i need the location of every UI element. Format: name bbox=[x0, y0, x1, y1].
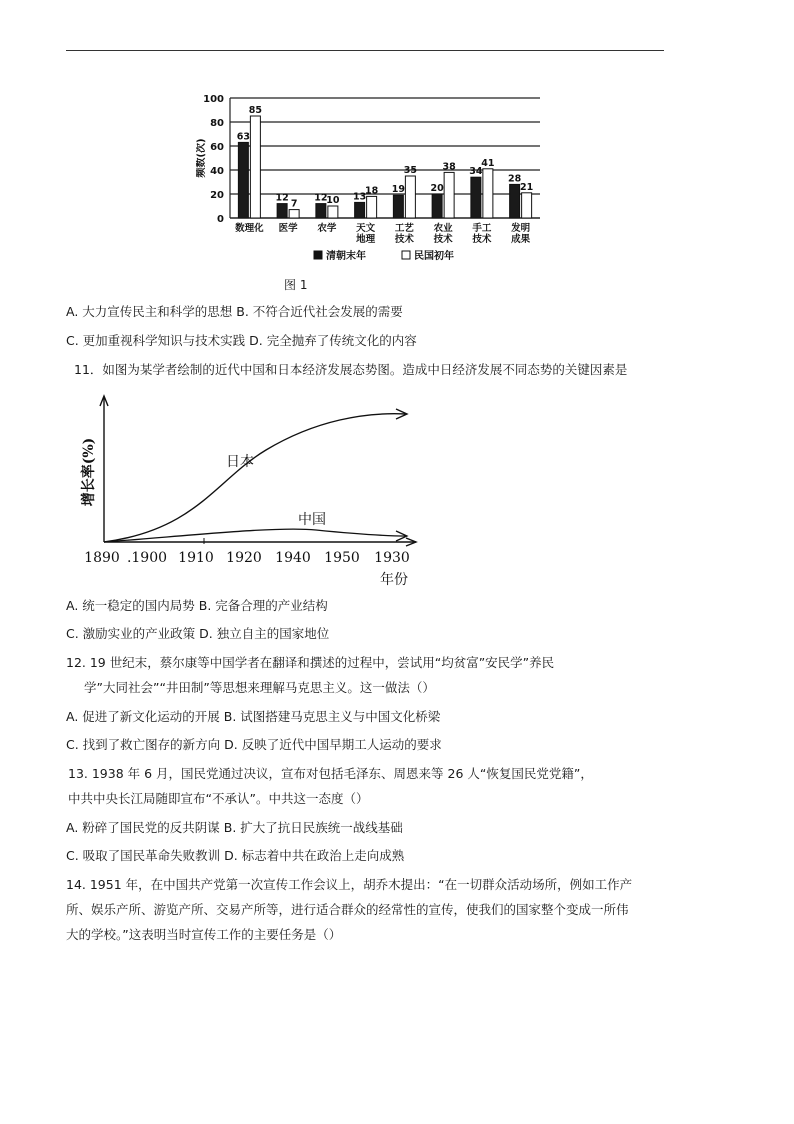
q14-stem-line3: 大的学校。”这表明当时宣传工作的主要任务是（） bbox=[66, 927, 342, 942]
x-tick-label: 天文 bbox=[356, 223, 376, 234]
x-tick-label: 工艺 bbox=[394, 223, 414, 234]
bar-value-label: 21 bbox=[520, 181, 534, 193]
q11-options-line1: A. 统一稳定的国内局势 B. 完备合理的产业结构 bbox=[66, 598, 328, 613]
x-tick-label: 1890 bbox=[84, 550, 120, 566]
x-tick-label: 1920 bbox=[226, 550, 262, 566]
figure1-caption: 图 1 bbox=[284, 278, 308, 292]
legend-marker bbox=[402, 251, 410, 259]
x-tick-label: 1940 bbox=[275, 550, 311, 566]
y-axis-label: 频数(次) bbox=[196, 138, 207, 178]
bar-qing bbox=[393, 195, 403, 218]
legend-label: 民国初年 bbox=[414, 251, 454, 262]
series-line-japan bbox=[104, 414, 406, 542]
series-label-china: 中国 bbox=[298, 512, 326, 528]
bar-minguo bbox=[405, 176, 415, 218]
x-tick-label: 成果 bbox=[511, 234, 531, 245]
bar-value-label: 7 bbox=[290, 198, 298, 210]
bar-value-label: 10 bbox=[326, 195, 340, 206]
bar-value-label: 12 bbox=[314, 192, 328, 204]
q11-options-line2: C. 激励实业的产业政策 D. 独立自主的国家地位 bbox=[66, 626, 330, 641]
bar-value-label: 34 bbox=[469, 166, 483, 178]
bar-qing bbox=[238, 142, 248, 218]
bar-minguo bbox=[367, 196, 377, 218]
bar-minguo bbox=[522, 193, 532, 218]
bar-qing bbox=[316, 204, 326, 218]
x-tick-label: 农学 bbox=[317, 223, 337, 234]
bar-qing bbox=[510, 184, 520, 218]
y-tick-label: 20 bbox=[210, 190, 224, 201]
q13-options-line2: C. 吸取了国民革命失败教训 D. 标志着中共在政治上走向成熟 bbox=[66, 848, 405, 863]
legend-label: 清朝末年 bbox=[326, 251, 366, 262]
q12-options-line1: A. 促进了新文化运动的开展 B. 试图搭建马克思主义与中国文化桥梁 bbox=[66, 709, 441, 724]
x-tick-label: 技术 bbox=[394, 234, 414, 245]
bar-qing bbox=[471, 177, 481, 218]
x-tick-label: 发明 bbox=[511, 223, 531, 234]
bar-value-label: 20 bbox=[430, 183, 444, 194]
bar-minguo bbox=[250, 116, 260, 218]
q14-stem-line2: 所、娱乐产所、游览产所、交易产所等，进行适合群众的经常性的宣传，使我们的国家整个变成一所伟 bbox=[66, 902, 629, 917]
bar-qing bbox=[432, 194, 442, 218]
q12-stem-line1: 12. 19 世纪末，蔡尔康等中国学者在翻译和撰述的过程中，尝试用“均贫富”安民学”养民 bbox=[66, 655, 555, 670]
series-label-japan: 日本 bbox=[226, 454, 254, 470]
legend-marker bbox=[314, 251, 322, 259]
x-tick-label: .1900 bbox=[126, 550, 168, 566]
q12-stem-line2: 学”大同社会”“井田制”等思想来理解马克思主义。这一做法（） bbox=[84, 680, 435, 695]
bar-value-label: 18 bbox=[365, 185, 379, 197]
bar-value-label: 41 bbox=[481, 157, 495, 169]
bar-qing bbox=[277, 204, 287, 218]
y-tick-label: 100 bbox=[203, 94, 224, 105]
y-axis-label: 增长率(%) bbox=[81, 437, 97, 507]
x-tick-label: 地理 bbox=[356, 234, 376, 245]
bar-value-label: 13 bbox=[353, 191, 367, 203]
figure2-line-chart bbox=[76, 390, 436, 590]
bar-value-label: 63 bbox=[236, 131, 250, 143]
x-tick-label: 1930 bbox=[374, 550, 410, 566]
q14-stem-line1: 14. 1951 年，在中国共产党第一次宣传工作会议上，胡乔木提出：“在一切群众活动场所，例如工作产 bbox=[66, 877, 633, 892]
x-tick-label: 技术 bbox=[433, 234, 453, 245]
bar-value-label: 12 bbox=[275, 192, 289, 204]
q10-options-line2: C. 更加重视科学知识与技术实践 D. 完全抛弃了传统文化的内容 bbox=[66, 333, 417, 348]
x-tick-label: 1950 bbox=[324, 550, 360, 566]
q10-options-line1: A. 大力宣传民主和科学的思想 B. 不符合近代社会发展的需要 bbox=[66, 304, 403, 319]
header-rule bbox=[66, 50, 664, 51]
bar-value-label: 19 bbox=[391, 184, 405, 196]
bar-minguo bbox=[483, 169, 493, 218]
q11-stem: 11．如图为某学者绘制的近代中国和日本经济发展态势图。造成中日经济发展不同态势的关键因素是 bbox=[74, 362, 628, 377]
q12-options-line2: C. 找到了救亡图存的新方向 D. 反映了近代中国早期工人运动的要求 bbox=[66, 737, 442, 752]
q13-stem-line1: 13. 1938 年 6 月，国民党通过决议，宣布对包括毛泽东、周恩来等 26 人“恢复国民党党籍”， bbox=[68, 766, 593, 781]
bar-minguo bbox=[444, 172, 454, 218]
bar-qing bbox=[355, 202, 365, 218]
q13-options-line1: A. 粉碎了国民党的反共阴谋 B. 扩大了抗日民族统一战线基础 bbox=[66, 820, 403, 835]
x-tick-label: 数理化 bbox=[235, 223, 264, 234]
x-axis-label: 年份 bbox=[380, 572, 408, 588]
x-tick-label: 手工 bbox=[472, 223, 492, 234]
bar-value-label: 35 bbox=[403, 165, 417, 176]
y-tick-label: 40 bbox=[210, 166, 224, 177]
x-tick-label: 1910 bbox=[178, 550, 214, 566]
y-tick-label: 80 bbox=[210, 118, 224, 129]
bar-value-label: 38 bbox=[442, 161, 456, 173]
y-tick-label: 0 bbox=[217, 214, 224, 225]
y-tick-label: 60 bbox=[210, 142, 224, 153]
x-tick-label: 技术 bbox=[472, 234, 492, 245]
bar-minguo bbox=[328, 206, 338, 218]
x-tick-label: 医学 bbox=[278, 223, 298, 234]
bar-minguo bbox=[289, 210, 299, 218]
bar-value-label: 28 bbox=[508, 173, 522, 185]
figure1-bar-chart bbox=[196, 88, 556, 268]
bar-value-label: 85 bbox=[248, 105, 262, 116]
q13-stem-line2: 中共中央长江局随即宣布“不承认”。中共这一态度（） bbox=[68, 791, 369, 806]
x-tick-label: 农业 bbox=[433, 223, 453, 234]
